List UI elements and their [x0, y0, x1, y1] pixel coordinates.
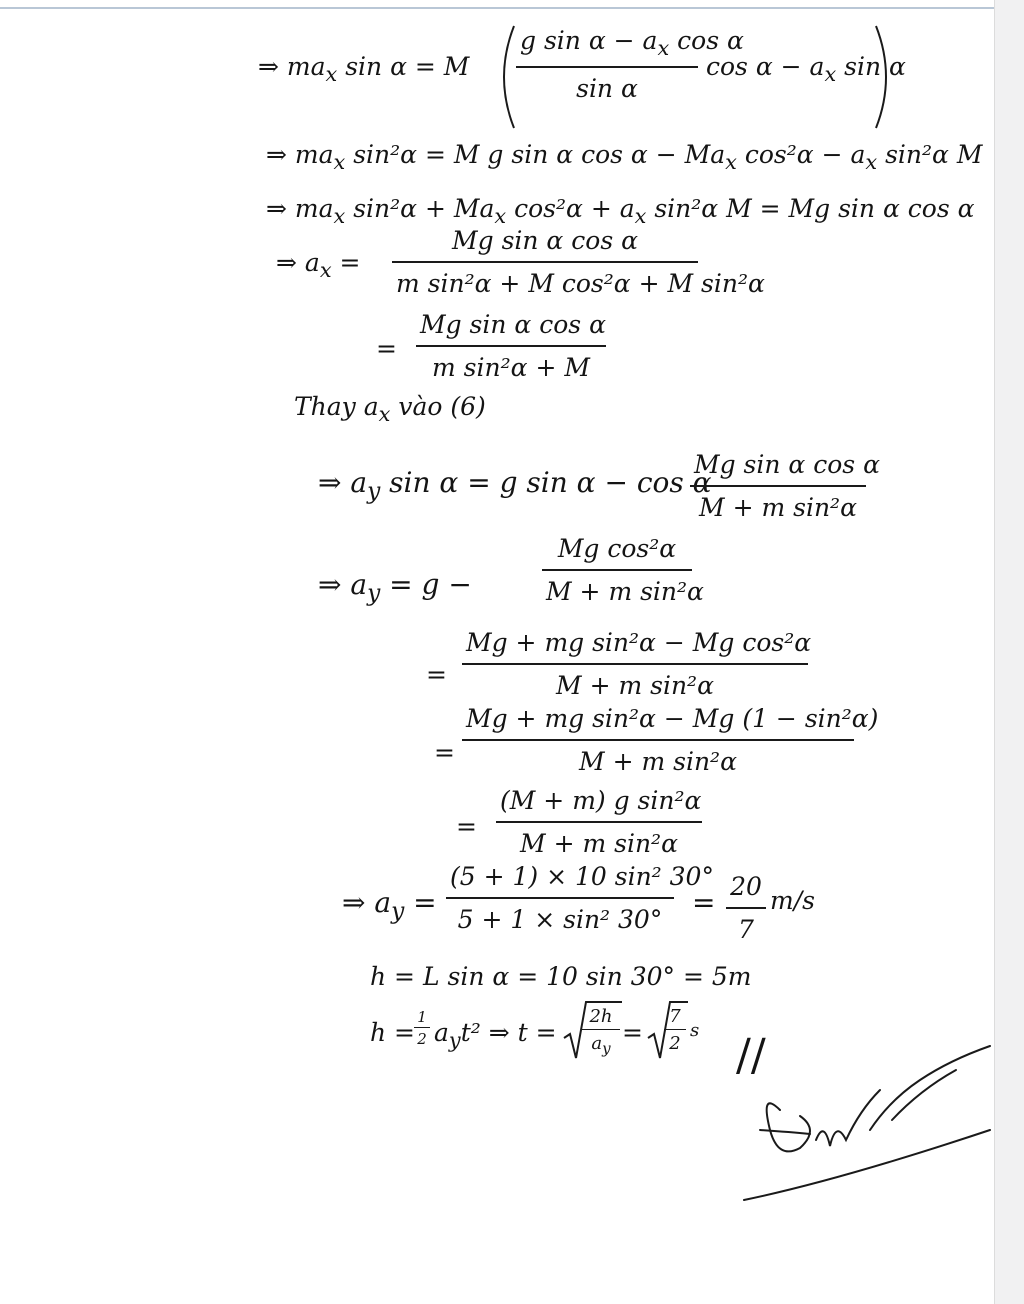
step-14-b-sub: y — [448, 1028, 461, 1052]
step-2-a: ⇒ ma — [266, 140, 334, 169]
step-6 — [294, 392, 486, 426]
top-divider — [0, 0, 994, 9]
step-14-b — [434, 1018, 557, 1052]
step-14-e: s — [690, 1020, 700, 1041]
step-5-fraction — [416, 310, 606, 382]
step-7-fraction — [690, 450, 880, 522]
step-12-lhs-sub: y — [391, 896, 405, 925]
step-14-root-2-numerator: 7 — [669, 1006, 681, 1027]
step-7-lhs-sub: y — [367, 476, 381, 505]
step-9-numerator: Mg + mg sin²α − Mg cos²α — [466, 628, 812, 657]
step-9-denominator: M + m sin²α — [556, 671, 714, 700]
step-3-sub-b: x — [494, 204, 507, 228]
fraction-bar — [690, 485, 866, 487]
step-12-result-fraction — [726, 872, 766, 944]
step-12-lhs — [342, 886, 437, 925]
step-13: h = L sin α = 10 sin 30° = 5m — [370, 962, 752, 991]
fraction-bar — [462, 663, 808, 665]
step-10-equals: = — [434, 738, 455, 767]
step-2-b: sin²α = M g sin α cos α − Ma — [345, 140, 726, 169]
step-2-sub-c: x — [865, 150, 878, 174]
fraction-bar — [582, 1029, 620, 1030]
step-10-numerator: Mg + mg sin²α − Mg (1 − sin²α) — [466, 704, 879, 733]
step-3-b: sin²α + Ma — [345, 194, 495, 223]
step-4-lhs-tail: = — [331, 248, 361, 277]
step-9-fraction — [462, 628, 812, 700]
signature-icon — [720, 1030, 996, 1210]
step-12-fraction — [446, 862, 714, 934]
step-2-sub-b: x — [725, 150, 737, 174]
step-5-equals: = — [376, 334, 397, 363]
step-1-lhs — [258, 52, 469, 86]
step-5-denominator: m sin²α + M — [432, 353, 590, 382]
step-8-lhs — [318, 568, 472, 607]
step-8-lhs-text: ⇒ a — [318, 568, 368, 601]
step-11-denominator: M + m sin²α — [520, 829, 678, 858]
step-7-lhs — [318, 466, 712, 505]
step-14-d: = — [622, 1018, 643, 1047]
step-1-lhs-tail: sin α = M — [337, 52, 470, 81]
step-14-b-text: a — [434, 1018, 449, 1047]
step-8-denominator: M + m sin²α — [546, 577, 704, 606]
fraction-bar — [496, 821, 702, 823]
step-4-numerator: Mg sin α cos α — [452, 226, 638, 255]
step-12-unit: m/s — [770, 886, 815, 915]
step-1-tail-end: sin α — [836, 52, 906, 81]
step-7-lhs-tail: sin α = g sin α − cos α — [380, 466, 712, 499]
step-3-sub-a: x — [333, 204, 346, 228]
step-6-sub: x — [378, 402, 391, 426]
fraction-bar — [542, 569, 692, 571]
fraction-bar — [726, 907, 766, 909]
step-1-numerator-tail: cos α — [669, 26, 744, 55]
step-14-half — [414, 1008, 430, 1048]
step-3-a: ⇒ ma — [266, 194, 334, 223]
step-6-a: Thay a — [294, 392, 379, 421]
step-5-numerator: Mg sin α cos α — [420, 310, 606, 339]
step-14-root-1 — [582, 1006, 620, 1058]
step-12-denominator: 5 + 1 × sin² 30° — [457, 905, 663, 934]
step-1-numerator-sub: x — [657, 36, 670, 60]
right-paren — [870, 22, 900, 132]
step-14-root-1-numerator: 2h — [589, 1006, 613, 1027]
step-7-numerator: Mg sin α cos α — [694, 450, 880, 479]
step-2-d: sin²α M — [877, 140, 983, 169]
step-8-fraction — [542, 534, 704, 606]
step-2 — [266, 140, 982, 174]
step-4-denominator: m sin²α + M cos²α + M sin²α — [396, 269, 765, 298]
scrollbar-track[interactable] — [994, 0, 1024, 1304]
step-14-half-denominator: 2 — [417, 1030, 427, 1048]
end-mark: // — [736, 1030, 766, 1081]
step-1-tail-sub: x — [824, 62, 837, 86]
step-12-numerator: (5 + 1) × 10 sin² 30° — [450, 862, 714, 891]
step-4-fraction — [392, 226, 765, 298]
step-11-fraction — [496, 786, 702, 858]
step-3-sub-c: x — [634, 204, 647, 228]
step-11-numerator: (M + m) g sin²α — [500, 786, 702, 815]
step-14-root-1-denominator: a — [591, 1033, 603, 1054]
step-2-c: cos²α − a — [736, 140, 866, 169]
step-14-root-2-denominator: 2 — [669, 1033, 681, 1054]
step-9-equals: = — [426, 660, 447, 689]
step-3 — [266, 194, 975, 228]
step-14-half-numerator: 1 — [417, 1008, 427, 1026]
step-7-denominator: M + m sin²α — [699, 493, 857, 522]
step-8-numerator: Mg cos²α — [557, 534, 677, 563]
step-12-result-numerator: 20 — [730, 872, 762, 901]
step-1-numerator: g sin α − a — [520, 26, 658, 55]
step-3-c: cos²α + a — [506, 194, 635, 223]
fraction-bar — [664, 1029, 686, 1030]
step-4-lhs-text: ⇒ a — [276, 248, 320, 277]
step-8-lhs-tail: = g − — [380, 568, 472, 601]
step-8-lhs-sub: y — [367, 578, 381, 607]
step-12-result-denominator: 7 — [738, 915, 754, 944]
fraction-bar — [446, 897, 674, 899]
step-14-root-2 — [664, 1006, 686, 1054]
step-12-lhs-text: ⇒ a — [342, 886, 392, 919]
step-4-lhs — [276, 248, 360, 282]
step-12-lhs-tail: = — [404, 886, 437, 919]
step-1-denominator: sin α — [576, 74, 638, 103]
step-7-lhs-text: ⇒ a — [318, 466, 368, 499]
step-12-equals: = — [692, 886, 716, 919]
step-4-lhs-sub: x — [319, 258, 332, 282]
step-14-c: t² ⇒ t = — [460, 1018, 557, 1047]
step-14-root-1-denominator-sub: y — [602, 1039, 611, 1058]
step-10-fraction — [462, 704, 879, 776]
fraction-bar — [414, 1027, 430, 1028]
step-1-fraction — [516, 26, 744, 103]
step-1-lhs-text: ⇒ ma — [258, 52, 326, 81]
step-1-tail-text: cos α − a — [706, 52, 825, 81]
fraction-bar — [392, 261, 698, 263]
step-11-equals: = — [456, 812, 477, 841]
fraction-bar — [416, 345, 606, 347]
fraction-bar — [462, 739, 854, 741]
step-2-sub-a: x — [333, 150, 346, 174]
step-10-denominator: M + m sin²α — [579, 747, 737, 776]
step-6-b: vào (6) — [390, 392, 486, 421]
step-14-a: h = — [370, 1018, 415, 1047]
step-3-d: sin²α M = Mg sin α cos α — [646, 194, 975, 223]
step-1-lhs-sub: x — [325, 62, 338, 86]
fraction-bar — [516, 66, 698, 68]
